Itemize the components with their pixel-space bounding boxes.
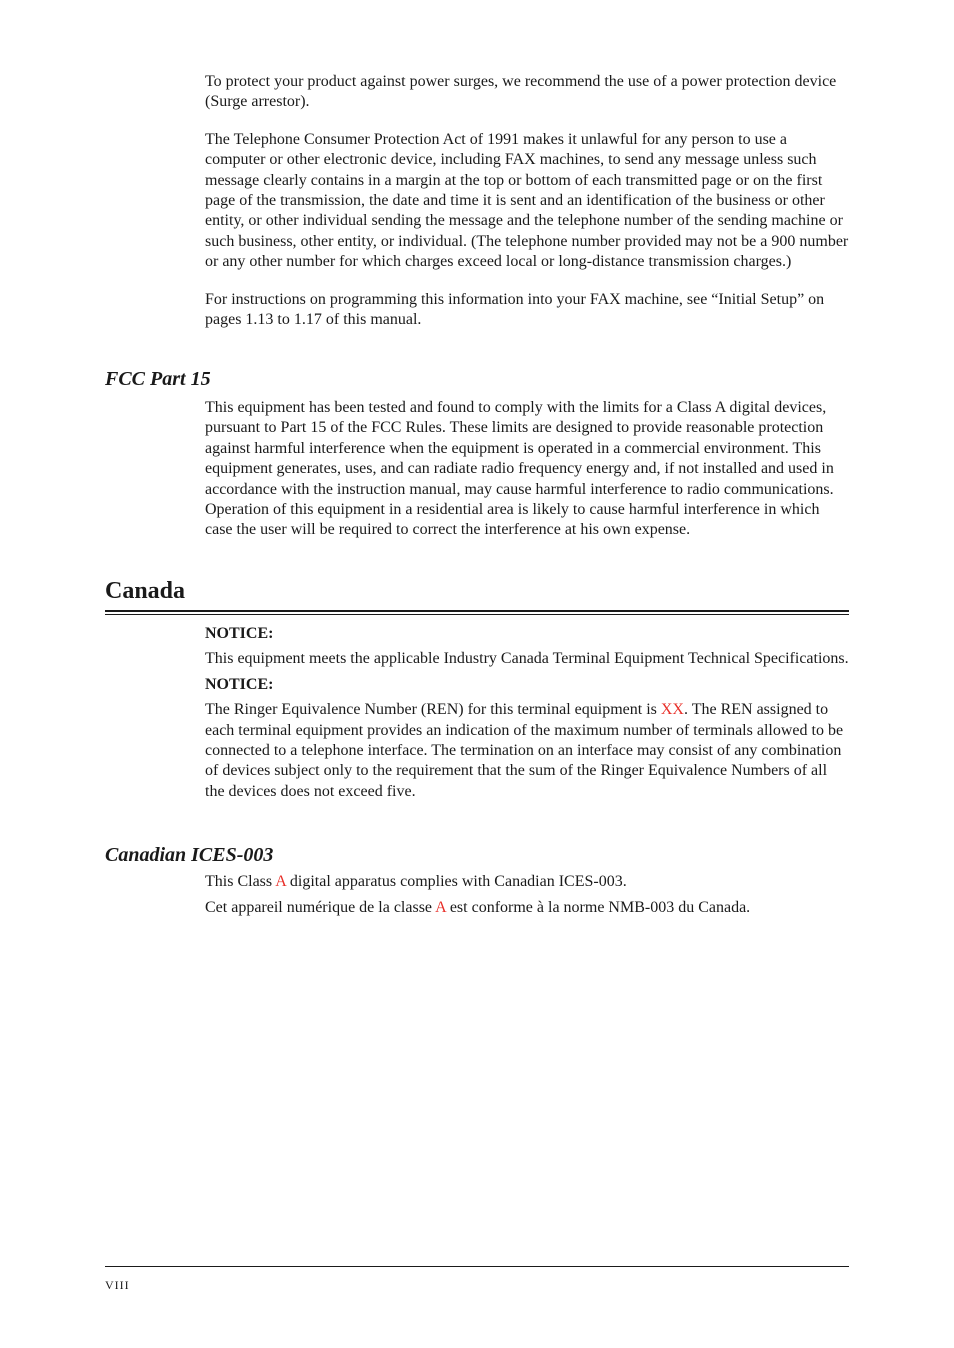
setup-reference-paragraph: For instructions on programming this information into your FAX machine, see “Initial Setup” on pages 1.13 to 1.17 of this manual. xyxy=(205,290,825,329)
notice-label-2: NOTICE: xyxy=(205,675,274,693)
ices-en-post: digital apparatus complies with Canadian ICES-003. xyxy=(285,873,627,890)
notice-label-1: NOTICE: xyxy=(205,625,274,642)
notice-text-1: This equipment meets the applicable Industry Canada Terminal Equipment Technical Specifications. xyxy=(205,650,849,668)
canada-rule-bottom xyxy=(105,614,849,615)
fcc-section xyxy=(205,398,850,541)
fcc-heading: FCC Part 15 xyxy=(105,368,211,390)
page-number: VIII xyxy=(105,1278,130,1292)
canada-rule-top xyxy=(105,610,849,612)
footer-rule xyxy=(105,1266,849,1267)
ices-english xyxy=(205,872,850,892)
ices-heading: Canadian ICES-003 xyxy=(105,844,274,866)
surge-paragraph: To protect your product against power surges, we recommend the use of a power protection device (Surge arrestor). xyxy=(205,73,837,111)
canada-heading: Canada xyxy=(105,578,186,604)
ices-fr-class: A xyxy=(435,899,446,917)
ices-french xyxy=(205,898,850,918)
ren-text-pre: The Ringer Equivalence Number (REN) for this terminal equipment is xyxy=(205,701,661,719)
tcpa-paragraph: The Telephone Consumer Protection Act of 1991 makes it unlawful for any person to use a computer or other electronic device, including FAX machines, to send any message unless such message clearly contains in a margin at the top or bottom of each transmitted page or on the first page of the transmission, the date and time it is sent and an identification of the business or other entity, or other individual sending the message and the telephone number of the sending machine or such business, other entity, or individual. (The telephone number provided may not be a 900 number or any other number for which charges exceed local or long-distance transmission charges.) xyxy=(205,130,849,271)
canada-section xyxy=(205,624,850,802)
ices-fr-pre: Cet appareil numérique de la classe xyxy=(205,899,436,917)
ices-fr-post: est conforme à la norme NMB-003 du Canada. xyxy=(445,899,751,917)
ices-en-pre: This Class xyxy=(205,873,276,890)
ren-value: XX xyxy=(660,701,684,719)
ices-en-class: A xyxy=(275,873,286,890)
notice-text-2 xyxy=(205,700,850,802)
ren-text-post: . The REN assigned to each terminal equipment provides an indication of the maximum number of terminals allowed to be connected to a telephone interface. The termination on an interface may consist of any combination of devices subject only to the requirement that the sum of the Ringer Equivalence Numbers of all the devices does not exceed five. xyxy=(205,701,844,800)
intro-section xyxy=(205,72,850,330)
fcc-paragraph: This equipment has been tested and found to comply with the limits for a Class A digital devices, pursuant to Part 15 of the FCC Rules. These limits are designed to provide reasonable protection against harmful interference when the equipment is operated in a commercial environment. This equipment generates, uses, and can radiate radio frequency energy and, if not installed and used in accordance with the instruction manual, may cause harmful interference to radio communications. Operation of this equipment in a residential area is likely to cause harmful interference in which case the user will be required to correct the interference at his own expense. xyxy=(205,399,834,539)
ices-section xyxy=(205,872,850,919)
